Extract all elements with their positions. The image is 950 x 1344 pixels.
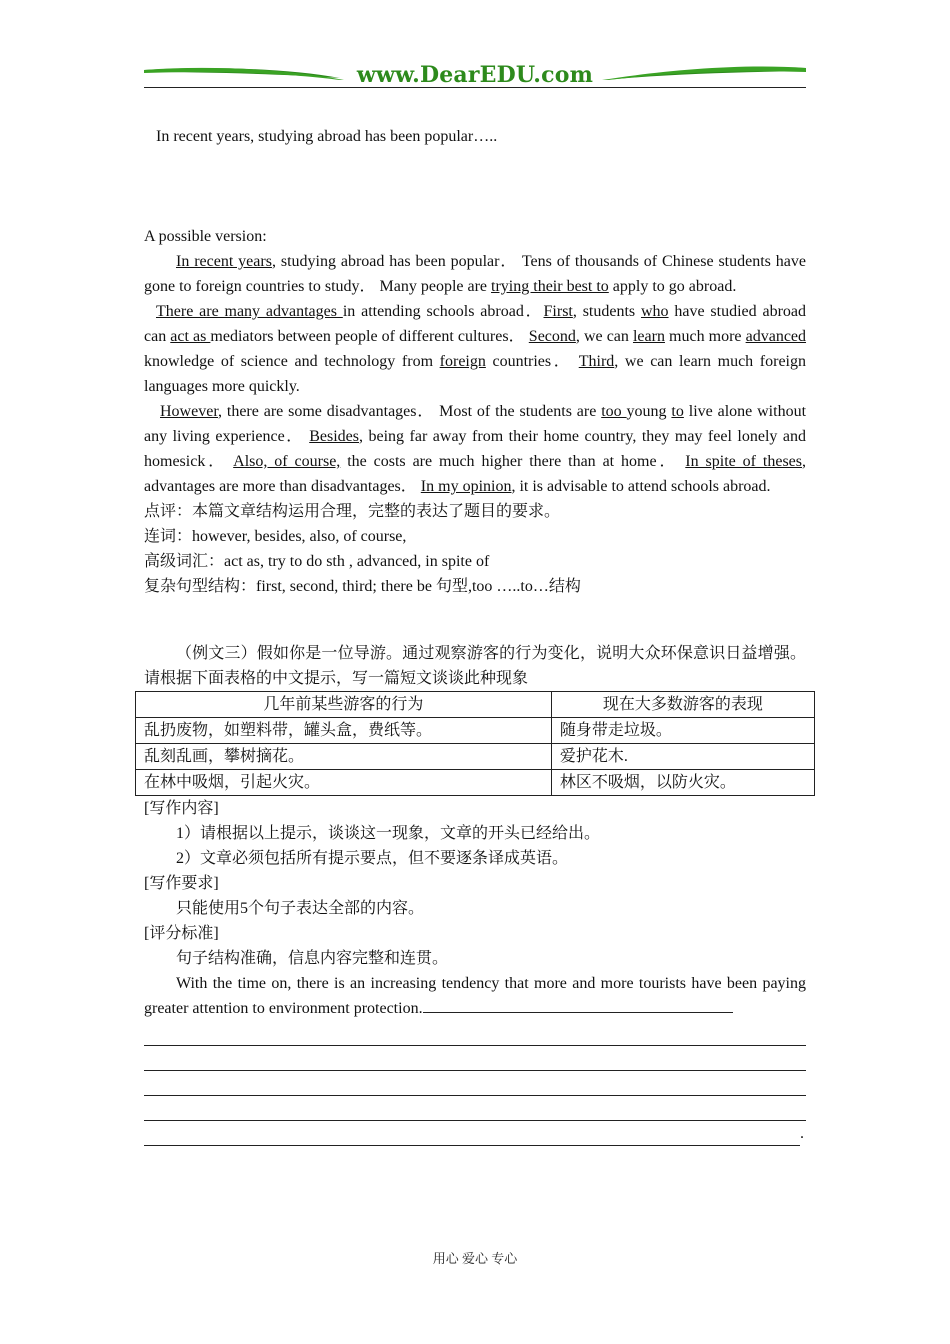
underlined-phrase: In recent years xyxy=(176,253,272,270)
paragraph-text: live alone without any living experience． xyxy=(144,403,807,445)
table-header-cell: 几年前某些游客的行为 xyxy=(136,692,552,718)
underlined-phrase: trying their best to xyxy=(491,278,609,295)
underlined-phrase: too xyxy=(601,403,627,420)
requirement-label: [写作要求] xyxy=(144,875,219,892)
table-row xyxy=(136,770,815,796)
table-header-row xyxy=(136,692,815,718)
paragraph-text: , students xyxy=(572,303,641,320)
table-cell: 乱扔废物，如塑料带，罐头盒，费纸等。 xyxy=(136,718,552,744)
comment-line: 高级词汇：act as, try to do sth , advanced, in spite of xyxy=(144,553,490,570)
underlined-phrase: However xyxy=(160,403,218,420)
underlined-phrase: Besides xyxy=(309,428,359,445)
table-cell: 爱护花木. xyxy=(551,744,814,770)
requirement-text: 只能使用5个句子表达全部的内容。 xyxy=(176,900,425,917)
spacer xyxy=(144,599,806,641)
page-footer: 用心 爱心 专心 xyxy=(432,1251,518,1266)
underlined-phrase: to xyxy=(671,403,684,420)
paragraph-text: knowledge of science and technology from xyxy=(144,353,440,370)
paragraph-text: young xyxy=(626,403,672,420)
paragraph-text: , it is advisable to attend schools abroad. xyxy=(511,478,771,495)
behavior-table xyxy=(135,691,815,796)
paragraph-text: apply to go abroad. xyxy=(608,278,737,295)
underlined-phrase: act as xyxy=(170,328,211,345)
paragraph-text: , there are some disadvantages． Most of the students are xyxy=(218,403,602,420)
underlined-phrase: In my opinion xyxy=(420,478,512,495)
prompt-line: In recent years, studying abroad has been popular….. xyxy=(156,128,498,145)
underlined-phrase: learn xyxy=(632,328,665,345)
table-cell: 乱刻乱画，攀树摘花。 xyxy=(136,744,552,770)
comment-line: 复杂句型结构：first, second, third; there be 句型,too …..to…结构 xyxy=(144,578,581,595)
scoring-text: 句子结构准确，信息内容完整和连贯。 xyxy=(176,950,449,967)
paragraph-text: have studied abroad can xyxy=(144,303,807,345)
last-answer-line-row xyxy=(144,1121,806,1146)
version-title: A possible version: xyxy=(144,228,267,245)
underlined-phrase: Also, of course, xyxy=(233,453,341,470)
underlined-phrase: Third xyxy=(578,353,615,370)
underlined-phrase: First xyxy=(543,303,573,320)
table-cell: 林区不吸烟，以防火灾。 xyxy=(551,770,814,796)
paragraph-text: , advantages are more than disadvantages． xyxy=(144,453,806,495)
paragraph-text: , studying abroad has been popular． Tens of thousands of Chinese students have gone to foreign countries to study． Many people are xyxy=(144,253,806,295)
version-paragraph-1 xyxy=(144,249,806,299)
table-header-cell: 现在大多数游客的表现 xyxy=(551,692,814,718)
comment-line: 连词：however, besides, also, of course, xyxy=(144,528,407,545)
answer-blank[interactable] xyxy=(423,998,733,1013)
answer-line[interactable] xyxy=(144,1071,806,1096)
underlined-phrase: foreign xyxy=(439,353,486,370)
answer-line[interactable] xyxy=(144,1096,806,1121)
main-content xyxy=(144,124,806,1146)
underlined-phrase: In spite of theses xyxy=(685,453,802,470)
underlined-phrase: There are many advantages xyxy=(156,303,343,320)
spacer xyxy=(144,149,806,224)
answer-lines xyxy=(144,1021,806,1146)
table-row xyxy=(136,718,815,744)
answer-line[interactable] xyxy=(144,1046,806,1071)
answer-line[interactable] xyxy=(144,1121,800,1146)
example3-intro: （例文三）假如你是一位导游。通过观察游客的行为变化，说明大众环保意识日益增强。请根据下面表格的中文提示，写一篇短文谈谈此种现象 xyxy=(144,645,806,687)
paragraph-text: countries． xyxy=(485,353,579,370)
table-cell: 随身带走垃圾。 xyxy=(551,718,814,744)
scoring-label: [评分标准] xyxy=(144,925,219,942)
header-rule xyxy=(144,87,806,88)
content-item: 2）文章必须包括所有提示要点，但不要逐条译成英语。 xyxy=(176,850,569,867)
content-label: [写作内容] xyxy=(144,800,219,817)
table-cell: 在林中吸烟，引起火灾。 xyxy=(136,770,552,796)
paragraph-text: mediators between people of different cultures． xyxy=(210,328,529,345)
final-period: . xyxy=(800,1125,804,1142)
version-paragraph-2 xyxy=(144,299,806,399)
table-row xyxy=(136,744,815,770)
header-logo-text: www.DearEDU.com xyxy=(356,62,594,88)
paragraph-text: , we can xyxy=(575,328,633,345)
paragraph-text: the costs are much higher there than at home． xyxy=(340,453,686,470)
paragraph-text: , being far away from their home country, they may feel lonely and homesick． xyxy=(144,428,806,470)
paragraph-text: much more xyxy=(664,328,746,345)
essay-opening xyxy=(144,971,806,1021)
comment-line: 点评：本篇文章结构运用合理，完整的表达了题目的要求。 xyxy=(144,503,561,520)
paragraph-text: , we can learn much foreign languages more quickly. xyxy=(144,353,806,395)
version-paragraph-3 xyxy=(144,399,806,499)
content-item: 1）请根据以上提示，谈谈这一现象，文章的开头已经给出。 xyxy=(176,825,601,842)
answer-line[interactable] xyxy=(144,1021,806,1046)
paragraph-text: in attending schools abroad． xyxy=(342,303,544,320)
page-header xyxy=(144,64,806,92)
underlined-phrase: Second xyxy=(528,328,576,345)
underlined-phrase: who xyxy=(640,303,669,320)
essay-opening-text: With the time on, there is an increasing tendency that more and more tourists have been paying greater attention to environment protection. xyxy=(144,975,806,1017)
underlined-phrase: advanced xyxy=(745,328,807,345)
